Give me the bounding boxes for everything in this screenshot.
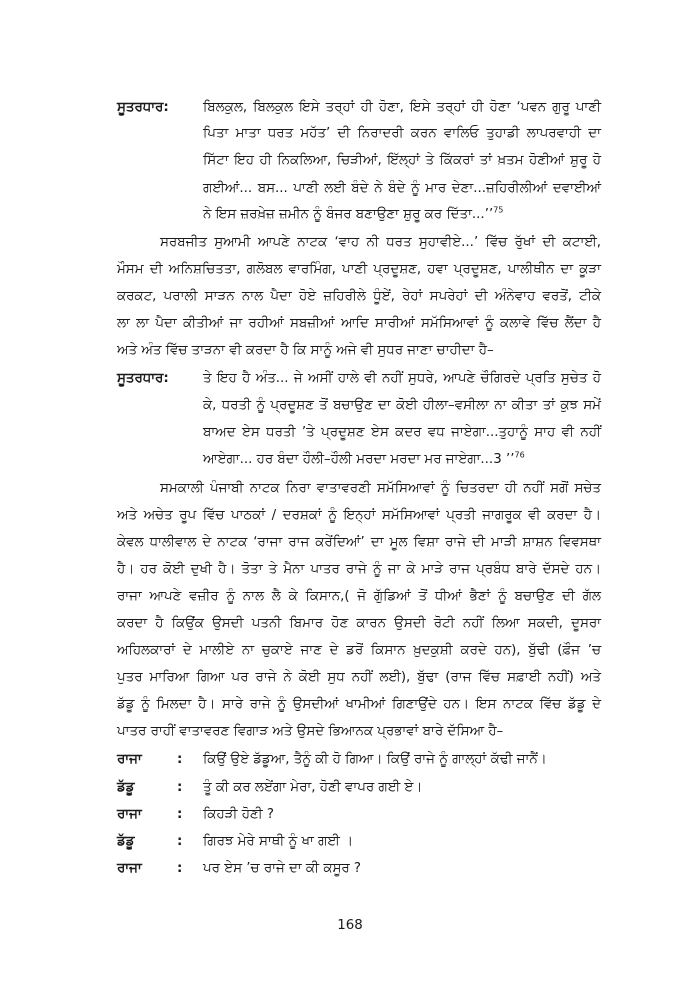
paragraph-line: ਰਾਜਾ ਆਪਣੇ ਵਜ਼ੀਰ ਨੂੰ ਨਾਲ ਲੈ ਕੇ ਕਿਸਾਨ,( ਜੋ ਗੁੱਡਿਆਂ ਤੋਂ ਧੀਆਂ ਭੈਣਾਂ ਨੂੰ ਬਚਾਉਣ ਦੀ ਗੱਲ — [117, 589, 601, 604]
paragraph-line: ਪਾਤਰ ਰਾਹੀਂ ਵਾਤਾਵਰਣ ਵਿਗਾੜ ਅਤੇ ਉਸਦੇ ਭਿਆਨਕ ਪ੍ਰਭਾਵਾਂ ਬਾਰੇ ਦੱਸਿਆ ਹੈ– — [117, 724, 504, 739]
footnote-marker: 75 — [493, 205, 504, 215]
quote-line-last — [203, 451, 525, 469]
dialogue-line: ਕਿਹੜੀ ਹੋਣੀ ? — [203, 807, 275, 822]
dialogue-speaker: ਰਾਜਾ — [117, 807, 142, 822]
paragraph-line: ਹੈ। ਹਰ ਕੋਈ ਦੁਖੀ ਹੈ। ਤੋਤਾ ਤੇ ਮੈਨਾ ਪਾਤਰ ਰਾਜੇ ਨੂੰ ਜਾ ਕੇ ਮਾੜੇ ਰਾਜ ਪ੍ਰਬੰਧ ਬਾਰੇ ਦੱਸਦੇ ਹਨ। — [117, 562, 601, 577]
quote-line: ਸਿੱਟਾ ਇਹ ਹੀ ਨਿਕਲਿਆ, ਚਿੜੀਆਂ, ਇੱਲ੍ਹਾਂ ਤੇ ਕਿੱਕਰਾਂ ਤਾਂ ਖ਼ਤਮ ਹੋਣੀਆਂ ਸ਼ੁਰੂ ਹੋ — [203, 153, 601, 168]
quote-line: ਪਿਤਾ ਮਾਤਾ ਧਰਤ ਮਹੱਤ’ ਦੀ ਨਿਰਾਦਰੀ ਕਰਨ ਵਾਲਿਓ ਤੁਹਾਡੀ ਲਾਪਰਵਾਹੀ ਦਾ — [203, 126, 601, 141]
quote-line-last — [203, 206, 503, 224]
dialogue-colon: : — [177, 752, 183, 767]
paragraph-line: ਕਰਦਾ ਹੈ ਕਿਉਂਕ ਉਸਦੀ ਪਤਨੀ ਬਿਮਾਰ ਹੋਣ ਕਾਰਨ ਉਸਦੀ ਰੋਟੀ ਨਹੀਂ ਲਿਆ ਸਕਦੀ, ਦੂਸਰਾ — [117, 616, 601, 631]
paragraph-line: ਸਰਬਜੀਤ ਸੁਆਮੀ ਆਪਣੇ ਨਾਟਕ ‘ਵਾਹ ਨੀ ਧਰਤ ਸੁਹਾਵੀਏ...’ ਵਿੱਚ ਰੁੱਖਾਂ ਦੀ ਕਟਾਈ, — [160, 235, 601, 250]
paragraph-line: ਪੁਤਰ ਮਾਰਿਆ ਗਿਆ ਪਰ ਰਾਜੇ ਨੇ ਕੋਈ ਸੁਧ ਨਹੀਂ ਲਈ), ਬੁੱਢਾ (ਰਾਜ ਵਿੱਚ ਸਫ਼ਾਈ ਨਹੀਂ) ਅਤੇ — [117, 670, 601, 685]
paragraph-line: ਅਹਿਲਕਾਰਾਂ ਦੇ ਮਾਲੀਏ ਨਾ ਚੁਕਾਏ ਜਾਣ ਦੇ ਡਰੋਂ ਕਿਸਾਨ ਖ਼ੁਦਕੁਸ਼ੀ ਕਰਦੇ ਹਨ), ਬੁੱਢੀ (ਫ਼ੌਜ ’ਚ — [117, 643, 601, 658]
dialogue-colon: : — [177, 861, 183, 876]
paragraph-line: ਲਾ ਲਾ ਪੈਦਾ ਕੀਤੀਆਂ ਜਾ ਰਹੀਆਂ ਸਬਜ਼ੀਆਂ ਆਦਿ ਸਾਰੀਆਂ ਸਮੱਸਿਆਵਾਂ ਨੂੰ ਕਲਾਵੇ ਵਿੱਚ ਲੈਂਦਾ ਹੈ — [117, 316, 601, 331]
dialogue-line: ਗਿਰਝ ਮੇਰੇ ਸਾਥੀ ਨੂੰ ਖਾ ਗਈ । — [203, 834, 354, 849]
dialogue-speaker: ਰਾਜਾ — [117, 752, 142, 767]
dialogue-colon: : — [177, 780, 183, 795]
quote-line: ਬਿਲਕੁਲ, ਬਿਲਕੁਲ ਇਸੇ ਤਰ੍ਹਾਂ ਹੀ ਹੋਣਾ, ਇਸੇ ਤਰ੍ਹਾਂ ਹੀ ਹੋਣਾ ‘ਪਵਨ ਗੁਰੂ ਪਾਣੀ — [203, 100, 601, 115]
quote-line: ਤੇ ਇਹ ਹੈ ਅੰਤ... ਜੇ ਅਸੀਂ ਹਾਲੇ ਵੀ ਨਹੀਂ ਸੁਧਰੇ, ਆਪਣੇ ਚੌਗਿਰਦੇ ਪ੍ਰਤਿ ਸੁਚੇਤ ਹੋ — [203, 371, 601, 386]
quote-text: ਆਏਗਾ... ਹਰ ਬੰਦਾ ਹੌਲੀ–ਹੌਲੀ ਮਰਦਾ ਮਰਦਾ ਮਰ ਜਾਏਗਾ...3 ’’ — [203, 452, 515, 467]
speaker-label: ਸੂਤਰਧਾਰ: — [117, 100, 169, 115]
paragraph-line: ਕਰਕਟ, ਪਰਾਲੀ ਸਾੜਨ ਨਾਲ ਪੈਦਾ ਹੋਏ ਜ਼ਹਿਰੀਲੇ ਧੂੰਏਂ, ਰੇਹਾਂ ਸਪਰੇਹਾਂ ਦੀ ਅੰਨੇਵਾਹ ਵਰਤੋਂ, ਟੀਕੇ — [117, 289, 601, 304]
footnote-marker: 76 — [514, 450, 525, 460]
paragraph-line: ਡੱਡੂ ਨੂੰ ਮਿਲਦਾ ਹੈ। ਸਾਰੇ ਰਾਜੇ ਨੂੰ ਉਸਦੀਆਂ ਖਾਮੀਆਂ ਗਿਣਾਉਂਦੇ ਹਨ। ਇਸ ਨਾਟਕ ਵਿੱਚ ਡੱਡੂ ਦੇ — [117, 697, 601, 712]
dialogue-colon: : — [177, 807, 183, 822]
dialogue-line: ਕਿਉਂ ਉਏ ਡੱਡੂਆ, ਤੈਨੂੰ ਕੀ ਹੋ ਗਿਆ। ਕਿਉਂ ਰਾਜੇ ਨੂੰ ਗਾਲ੍ਹਾਂ ਕੱਢੀ ਜਾਨੈਂ। — [203, 752, 547, 767]
dialogue-speaker: ਡੱਡੂ — [117, 780, 135, 795]
dialogue-line: ਤੂੰ ਕੀ ਕਰ ਲਏਂਗਾ ਮੇਰਾ, ਹੋਣੀ ਵਾਪਰ ਗਈ ਏ। — [203, 780, 423, 795]
paragraph-line: ਅਤੇ ਅਚੇਤ ਰੂਪ ਵਿੱਚ ਪਾਠਕਾਂ / ਦਰਸ਼ਕਾਂ ਨੂੰ ਇਨ੍ਹਾਂ ਸਮੱਸਿਆਵਾਂ ਪ੍ਰਤੀ ਜਾਗਰੂਕ ਵੀ ਕਰਦਾ ਹੈ। — [117, 508, 601, 523]
quote-line: ਗਈਆਂ... ਬਸ... ਪਾਣੀ ਲਈ ਬੰਦੇ ਨੇ ਬੰਦੇ ਨੂੰ ਮਾਰ ਦੇਣਾ...ਜ਼ਹਿਰੀਲੀਆਂ ਦਵਾਈਆਂ — [203, 181, 601, 196]
speaker-label: ਸੂਤਰਧਾਰ: — [117, 371, 169, 386]
dialogue-colon: : — [177, 834, 183, 849]
paragraph-line: ਮੌਸਮ ਦੀ ਅਨਿਸ਼ਚਿਤਤਾ, ਗਲੋਬਲ ਵਾਰਮਿੰਗ, ਪਾਣੀ ਪ੍ਰਦੂਸ਼ਣ, ਹਵਾ ਪ੍ਰਦੂਸ਼ਣ, ਪਾਲੀਥੀਨ ਦਾ ਕੂੜਾ — [117, 262, 601, 277]
paragraph-line: ਅਤੇ ਅੰਤ ਵਿੱਚ ਤਾੜਨਾ ਵੀ ਕਰਦਾ ਹੈ ਕਿ ਸਾਨੂੰ ਅਜੇ ਵੀ ਸੁਧਰ ਜਾਣਾ ਚਾਹੀਦਾ ਹੈ– — [117, 343, 494, 358]
dialogue-line: ਪਰ ਏਸ ’ਚ ਰਾਜੇ ਦਾ ਕੀ ਕਸੂਰ ? — [203, 861, 362, 876]
quote-line: ਕੇ, ਧਰਤੀ ਨੂੰ ਪ੍ਰਦੂਸ਼ਣ ਤੋਂ ਬਚਾਉਣ ਦਾ ਕੋਈ ਹੀਲਾ–ਵਸੀਲਾ ਨਾ ਕੀਤਾ ਤਾਂ ਕੁਝ ਸਮੇਂ — [203, 398, 601, 413]
paragraph-line: ਕੇਵਲ ਧਾਲੀਵਾਲ ਦੇ ਨਾਟਕ ‘ਰਾਜਾ ਰਾਜ ਕਰੇਂਦਿਆਂ’ ਦਾ ਮੂਲ ਵਿਸ਼ਾ ਰਾਜੇ ਦੀ ਮਾੜੀ ਸ਼ਾਸ਼ਨ ਵਿਵਸਥਾ — [117, 535, 601, 550]
quote-line: ਬਾਅਦ ਏਸ ਧਰਤੀ ’ਤੇ ਪ੍ਰਦੂਸ਼ਣ ਏਸ ਕਦਰ ਵਧ ਜਾਏਗਾ...ਤੁਹਾਨੂੰ ਸਾਹ ਵੀ ਨਹੀਂ — [203, 425, 601, 440]
paragraph-line: ਸਮਕਾਲੀ ਪੰਜਾਬੀ ਨਾਟਕ ਨਿਰਾ ਵਾਤਾਵਰਣੀ ਸਮੱਸਿਆਵਾਂ ਨੂੰ ਚਿਤਰਦਾ ਹੀ ਨਹੀਂ ਸਗੋਂ ਸਚੇਤ — [160, 481, 601, 496]
dialogue-speaker: ਰਾਜਾ — [117, 861, 142, 876]
page-number: 168 — [337, 918, 363, 933]
dialogue-speaker: ਡੱਡੂ — [117, 834, 135, 849]
quote-text: ਨੇ ਇਸ ਜ਼ਰਖ਼ੇਜ਼ ਜ਼ਮੀਨ ਨੂੰ ਬੰਜਰ ਬਣਾਉਣਾ ਸ਼ੁਰੂ ਕਰ ਦਿੱਤਾ...’’ — [203, 207, 494, 222]
